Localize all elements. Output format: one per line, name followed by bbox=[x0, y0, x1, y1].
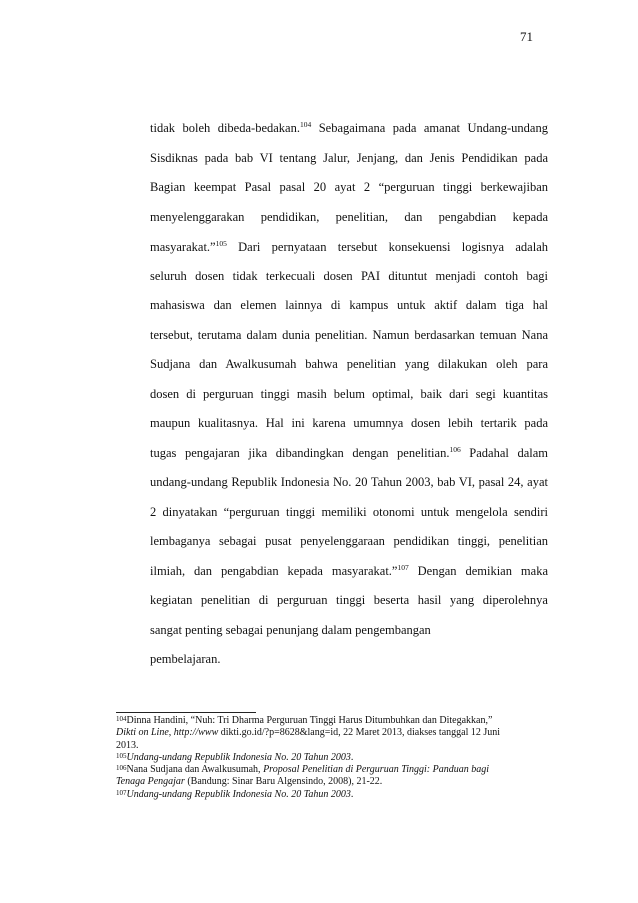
footnote-source-title: Tenaga Pengajar bbox=[116, 776, 185, 788]
paragraph-line bbox=[150, 179, 548, 195]
footnote-source-title: Proposal Penelitian di Perguruan Tinggi: Panduan bagi bbox=[263, 764, 489, 775]
footnote-104 bbox=[116, 715, 556, 752]
paragraph-line bbox=[150, 386, 548, 402]
paragraph-line bbox=[150, 504, 548, 520]
footnote-text: Nana Sudjana dan Awalkusumah, bbox=[126, 764, 264, 775]
line-text: ilmiah, dan pengabdian kepada masyarakat.” bbox=[150, 564, 398, 578]
footnote-106 bbox=[116, 764, 556, 789]
line-text: Sisdiknas pada bab VI tentang Jalur, Jenjang, dan Jenis Pendidikan pada bbox=[150, 151, 548, 165]
line-text: 2 dinyatakan “perguruan tinggi memiliki otonomi untuk mengelola sendiri bbox=[150, 505, 548, 519]
line-text: maupun kualitasnya. Hal ini karena umumnya dosen lebih tertarik pada bbox=[150, 416, 548, 430]
footnote-source-title: Undang-undang Republik Indonesia No. 20 Tahun 2003 bbox=[126, 752, 351, 763]
paragraph-line bbox=[150, 622, 548, 638]
footnote-text: . bbox=[350, 752, 354, 763]
paragraph-line bbox=[150, 356, 548, 372]
paragraph-line bbox=[150, 268, 548, 284]
line-text: pembelajaran. bbox=[150, 652, 221, 666]
paragraph-line bbox=[150, 533, 548, 549]
footnote-number: 106 bbox=[116, 764, 127, 772]
line-text: lembaganya sebagai pusat penyelenggaraan pendidikan tinggi, penelitian bbox=[150, 534, 548, 548]
line-text: mahasiswa dan elemen lainnya di kampus untuk aktif dalam tiga hal bbox=[150, 298, 548, 312]
line-text: menyelenggarakan pendidikan, penelitian, dan pengabdian kepada bbox=[150, 210, 548, 224]
line-text: undang-undang Republik Indonesia No. 20 Tahun 2003, bab VI, pasal 24, ayat bbox=[150, 475, 548, 489]
footnote-reference: 107 bbox=[397, 563, 409, 572]
footnote-text: Dinna Handini, “Nuh: Tri Dharma Perguruan Tinggi Harus Ditumbuhkan dan Ditegakkan,” bbox=[126, 715, 493, 726]
paragraph-line bbox=[150, 415, 548, 431]
paragraph-line bbox=[150, 651, 548, 667]
footnote-number: 104 bbox=[116, 715, 127, 723]
footnote-text: . bbox=[350, 789, 354, 800]
footnote-text: 2013. bbox=[116, 739, 139, 751]
footnote-url: http://www bbox=[173, 727, 219, 739]
footnote-text: (Bandung: Sinar Baru Algensindo, 2008), 21-22. bbox=[184, 776, 383, 788]
footnote-105 bbox=[116, 752, 556, 764]
footnote-number: 107 bbox=[116, 789, 127, 797]
line-text: dosen di perguruan tinggi masih belum optimal, baik dari segi kuantitas bbox=[150, 387, 548, 401]
footnote-reference: 104 bbox=[299, 120, 312, 129]
paragraph-line bbox=[150, 150, 548, 166]
line-text: tersebut, terutama dalam dunia penelitian. Namun berdasarkan temuan Nana bbox=[150, 328, 548, 342]
line-text: Sudjana dan Awalkusumah bahwa penelitian yang dilakukan oleh para bbox=[150, 357, 548, 371]
line-text: Dari pernyataan tersebut konsekuensi logisnya adalah bbox=[226, 240, 548, 254]
footnote-reference: 105 bbox=[215, 239, 227, 248]
line-text: tugas pengajaran jika dibandingkan dengan penelitian. bbox=[150, 446, 450, 460]
footnote-107 bbox=[116, 789, 556, 801]
line-text: Dengan demikian maka bbox=[408, 564, 548, 578]
line-text: tidak boleh dibeda-bedakan. bbox=[150, 121, 300, 135]
footnote-source-title: Undang-undang Republik Indonesia No. 20 Tahun 2003 bbox=[126, 789, 351, 800]
footnote-text: dikti.go.id/?p=8628&lang=id, 22 Maret 2013, diakses tanggal 12 Juni bbox=[218, 727, 501, 739]
line-text: Bagian keempat Pasal pasal 20 ayat 2 “perguruan tinggi berkewajiban bbox=[150, 180, 548, 194]
paragraph-line bbox=[150, 592, 548, 608]
line-text: sangat penting sebagai penunjang dalam pengembangan bbox=[150, 623, 431, 637]
footnote-number: 105 bbox=[116, 752, 127, 760]
paragraph-line bbox=[150, 445, 548, 461]
paragraph-line bbox=[150, 474, 548, 490]
paragraph-line bbox=[150, 209, 548, 225]
footnote-source-title: Dikti on Line bbox=[116, 727, 169, 739]
paragraph-line bbox=[150, 239, 548, 255]
line-text: Padahal dalam bbox=[460, 446, 548, 460]
line-text: masyarakat.” bbox=[150, 240, 216, 254]
line-text: kegiatan penelitian di perguruan tinggi beserta hasil yang diperolehnya bbox=[150, 593, 548, 607]
page-number: 71 bbox=[520, 29, 533, 44]
paragraph-line bbox=[150, 327, 548, 343]
footnote-reference: 106 bbox=[449, 445, 461, 454]
footnote-separator bbox=[116, 712, 256, 713]
line-text: seluruh dosen tidak terkecuali dosen PAI dituntut menjadi contoh bagi bbox=[150, 269, 548, 283]
paragraph-line bbox=[150, 297, 548, 313]
footnote-text: , bbox=[168, 727, 174, 739]
paragraph-line bbox=[150, 563, 548, 579]
line-text: Sebagaimana pada amanat Undang-undang bbox=[311, 121, 548, 135]
paragraph-line bbox=[150, 120, 548, 136]
